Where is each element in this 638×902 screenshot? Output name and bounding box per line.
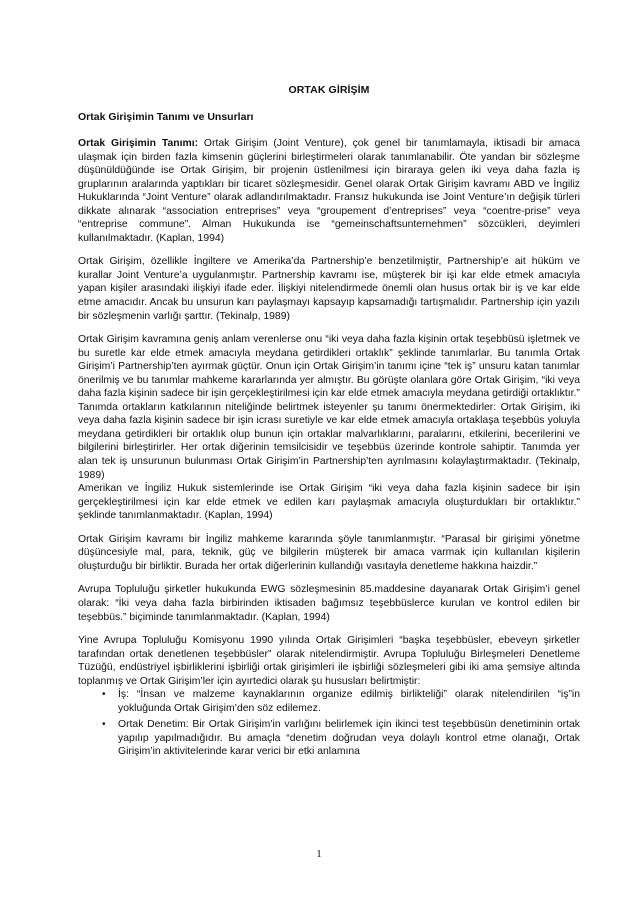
criteria-list <box>78 688 580 759</box>
document-body <box>78 84 580 762</box>
paragraph-broad-meaning: Ortak Girişim kavramına geniş anlam verenlerse onu “iki veya daha fazla kişinin ortak teşebbüsü işletmek ve bu suretle kar elde etmek amacıyla meydana getirdikleri ortaklık” şeklinde tanımlarlar. Bu tanımla Ortak Girişim’i Partnership’ten ayırmak güçtür. Onun için Ortak Girişim’in tanımı içine “tek iş” unsuru katan tanımlar önerilmiş ve bu tanımlar mahkeme kararlarında yer almıştır. Bu görüşte olanlara göre Ortak Girişim, “iki veya daha fazla kişinin sadece bir işin gerçekleştirilmesi için kar elde etmek amacıyla meydana getirdiği ortaklıktır.” <box>78 334 580 400</box>
list-item <box>102 688 580 715</box>
paragraph-definition <box>78 137 580 245</box>
section-heading: Ortak Girişimin Tanımı ve Unsurları <box>78 111 254 123</box>
paragraph-european-community: Avrupa Topluluğu şirketler hukukunda EWG sözleşmesinin 85.maddesine dayanarak Ortak Girişim’i genel olarak: “İki veya daha fazla birbirinden iktisaden bağımsız teşebbüslerce kurulan ve kontrol edilen bir teşebbüs.” biçiminde tanımlanmaktadır. (Kaplan, 1994) <box>78 584 580 623</box>
list-item-text: Ortak Denetim: Bir Ortak Girişim’in varlığını belirlemek için ikinci test teşebbüsün denetiminin ortak yapılıp yapılmadığıdır. Bu amaçla “denetim doğrudan veya dolaylı kontrol etme olanağı, Ortak Girişim’in aktivitelerinde karar verici bir etki anlamına <box>118 719 580 758</box>
definition-text: Ortak Girişim (Joint Venture), çok genel bir tanımlamayla, iktisadi bir amaca ulaşmak için birden fazla kimsenin güçlerini birleştirmeleri olarak tanımlanabilir. Öte yandan bir sözleşme düşünüldüğünde ise Ortak Girişim, bir projenin üstlenilmesi için biraraya gelen iki veya daha fazla iş gruplarının aralarında yaptıkları bir ticaret sözleşmesidir. Genel olarak Ortak Girişim kavramı ABD ve İngiliz Hukuklarında “Joint Venture” olarak adlandırılmaktadır. Fransız hukukunda ise Joint Venture’ın değişik türleri dikkate alınarak “association entreprises” veya “groupement d’entreprises” veya “coentre-prise” veya “entreprise commune”. Alman Hukukunda ise “gemeinschaftsunternehmen” sözcükleri, deyimleri kullanılmaktadır. (Kaplan, 1994) <box>78 138 580 244</box>
bullet-icon: • <box>102 719 106 731</box>
paragraph-commission: Yine Avrupa Topluluğu Komisyonu 1990 yılında Ortak Girişimleri “başka teşebbüsler, ebeveyn şirketler tarafından ortak denetlenen teşebbüsler” olarak nitelendirmiştir. Avrupa Topluluğu Birleşmeleri Denetleme Tüzüğü, endüstriyel işbirliklerini işbirliği ortak girişimleri ile işbirliği sözleşmeleri gibi iki ama şemsiye altında toplanmış ve Ortak Girişim’ler için ayırtedici olarak şu hususları belirtmiştir: <box>78 635 580 687</box>
paragraph-anglo-american: Amerikan ve İngiliz Hukuk sistemlerinde ise Ortak Girişim “iki veya daha fazla kişinin sadece bir işin gerçekleştirilmesi için kar elde etmek ve edilen karı paylaşmak amacıyla oluşturdukları bir ortaklıktır.” şeklinde tanımlanmaktadır. (Kaplan, 1994) <box>78 483 580 522</box>
paragraph-english-court: Ortak Girişim kavramı bir İngiliz mahkeme kararında şöyle tanımlanmıştır. “Parasal bir girişimi yönetme düşüncesiyle mal, para, teknik, güç ve bilgilerin müşterek bir amaca varmak için kullanılan kişilerin oluşturduğu bir birliktir. Burada her ortak diğerlerinin kullandığı vasıtayla denetleme hakkına haizdir.” <box>78 533 580 572</box>
definition-lead: Ortak Girişimin Tanımı: <box>78 138 199 149</box>
list-item <box>102 718 580 759</box>
bullet-icon: • <box>102 689 106 701</box>
page-number: 1 <box>316 848 322 860</box>
list-item-text: İş: “İnsan ve malzeme kaynaklarının organize edilmiş birlikteliği” olarak nitelendirilen “iş”in yokluğunda Ortak Girişim’den söz edilemez. <box>118 689 580 714</box>
paragraph-contributions: Tanımda ortakların katkılarının niteliğinde belirtmek isteyenler şu tanımı önermektedirler: Ortak Girişim, iki veya daha fazla kişinin sadece bir işin icrası suretiyle ve kar elde etmek amacıyla ortaklaşa teşebbüs yoluyla meydana getirdikleri bir ortaklık olup bunun için ortaklar malvarlıklarını, paralarını, etkilerini, becerilerini ve bilgilerini birleştirirler. Her ortak diğerinin temsilcisidir ve teşebbüs üzerinde kontrole sahiptir. Tanımda yer alan tek iş unsurunun bulunması Ortak Girişim’in Partnership’ten ayrılmasını kolaylaştırmaktadır. (Tekinalp, 1989) <box>78 401 580 481</box>
paragraph-partnership: Ortak Girişim, özellikle İngiltere ve Amerika’da Partnership’e benzetilmiştir, Partnership’e ait hüküm ve kurallar Joint Venture’a uygulanmıştır. Partnership kavramı ise, müşterek bir işi kar elde etmek amacıyla yapan kişiler arasındaki ilişkiyi ifade eder. İlişkiyi nitelendirmede önemli olan husus ortak bir iş ve kar elde etme amacıdır. Ancak bu unsurun karı paylaşmayı kapsayıp kapsamadığı tartışmalıdır. Partnership için yazılı bir sözleşmenin varlığı şarttır. (Tekinalp, 1989) <box>78 256 580 322</box>
document-title: ORTAK GİRİŞİM <box>288 84 370 96</box>
